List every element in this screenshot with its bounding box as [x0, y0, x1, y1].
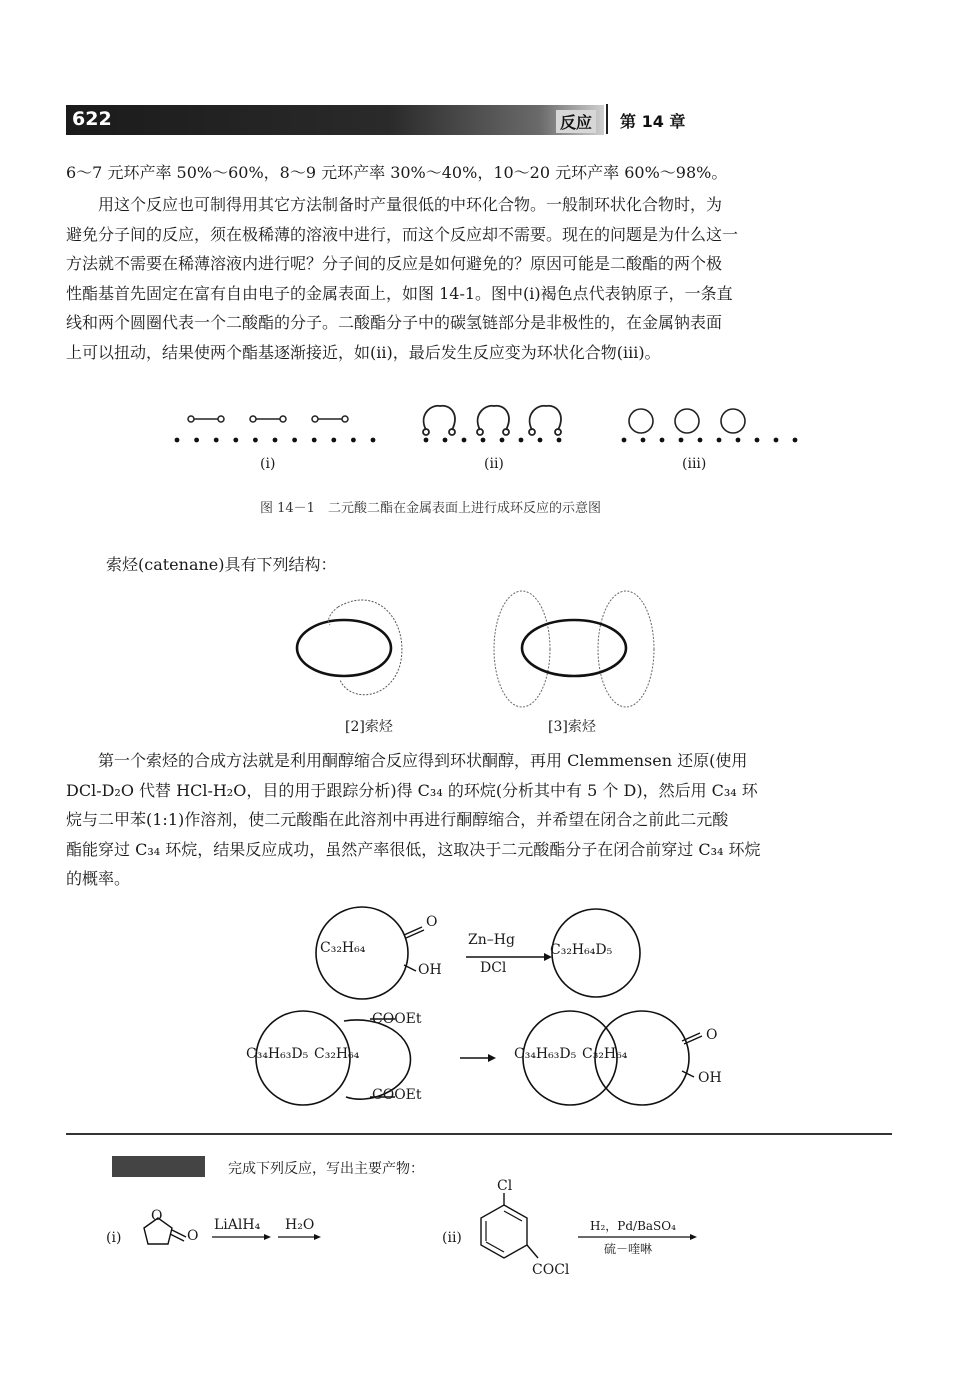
scheme2-ester-top: COOEt: [372, 1011, 422, 1027]
sodium-atom-dot: [292, 438, 297, 443]
sodium-atom-dot: [462, 438, 467, 443]
header-divider: [606, 104, 608, 134]
exercise-marker: [112, 1156, 205, 1177]
scheme1-reagent-bottom: DCl: [480, 960, 507, 976]
scheme1-ring-label: C₃₂H₆₄: [320, 940, 366, 956]
sodium-atom-dot: [793, 438, 798, 443]
sodium-atom-dot: [175, 438, 180, 443]
scheme2-o-label: O: [706, 1027, 718, 1043]
exercise-i-ring-oxygen: O: [151, 1208, 163, 1224]
catenane-2-label: [2]索烃: [345, 719, 393, 735]
catenane-3: [494, 591, 654, 707]
text-line: 避免分子间的反应，须在极稀薄的溶液中进行，而这个反应却不需要。现在的问题是为什么这一: [66, 224, 739, 244]
catenane-2: [297, 600, 402, 695]
exercise-i-label: (i): [106, 1230, 122, 1246]
sodium-atom-dot: [273, 438, 278, 443]
catenane-diagram: [280, 585, 700, 715]
sodium-atom-dot: [481, 438, 486, 443]
header-bar: [66, 105, 604, 135]
text-line: 方法就不需要在稀薄溶液内进行呢？分子间的反应是如何避免的？原因可能是二酸酯的两个极: [66, 254, 723, 273]
exercise-i-reagent-2: H₂O: [285, 1217, 315, 1233]
sodium-atom-dot: [641, 438, 646, 443]
sodium-atom-dot: [538, 438, 543, 443]
exercise-ii-acyl-chloride: COCl: [532, 1262, 570, 1278]
sodium-atom-dot: [233, 438, 238, 443]
text-line: 酯能穿过 C₃₄ 环烷，结果反应成功，虽然产率很低，这取决于二元酸酯分子在闭合前穿过 C₃₄ 环烷: [66, 839, 761, 859]
paragraph-explanation: [66, 190, 896, 367]
text-line: 烷与二甲苯(1:1)作溶剂，使二元酸酯在此溶剂中再进行酮醇缩合，并希望在闭合之前此二元酸: [66, 810, 729, 829]
sodium-atom-dot: [755, 438, 760, 443]
text-line: DCl-D₂O 代替 HCl-H₂O，目的用于跟踪分析)得 C₃₄ 的环烷(分析其中有 5 个 D)，然后用 C₃₄ 环: [66, 780, 758, 800]
figure-label-i: (i): [260, 456, 276, 472]
chapter-label: 第 14 章: [620, 112, 686, 131]
sodium-atom-dot: [371, 438, 376, 443]
scheme2-oh-label: OH: [698, 1070, 722, 1086]
scheme2-right-label-a: C₃₄H₆₃D₅: [514, 1046, 577, 1062]
sodium-atom-dot: [214, 438, 219, 443]
text-line: 的概率。: [66, 869, 131, 888]
panel-i-diester: [188, 416, 348, 422]
scheme2-ester-bottom: COOEt: [372, 1087, 422, 1103]
figure-label-ii: (ii): [484, 456, 504, 472]
sodium-atom-dot: [698, 438, 703, 443]
exercise-ii-reagent-bottom: 硫－喹啉: [604, 1242, 653, 1256]
sodium-atom-dot: [519, 438, 524, 443]
panel-iii-rings: [629, 409, 745, 433]
exercise-ii-chloro: Cl: [497, 1178, 513, 1194]
sodium-atom-dot: [660, 438, 665, 443]
scheme1-o-label: O: [426, 914, 438, 930]
catenane-3-label: [3]索烃: [548, 719, 596, 735]
sodium-atom-dot: [622, 438, 627, 443]
exercise-ii-label: (ii): [442, 1230, 462, 1246]
figure-caption: 图 14－1 二元酸二酯在金属表面上进行成环反应的示意图: [260, 501, 601, 516]
sodium-atom-dot: [443, 438, 448, 443]
scheme1-oh-label: OH: [418, 962, 442, 978]
paragraph-synthesis: [66, 746, 896, 894]
sodium-atom-dot: [500, 438, 505, 443]
sodium-atom-dot: [774, 438, 779, 443]
scheme2-right-label-b: C₃₂H₆₄: [582, 1046, 628, 1062]
sodium-atom-dot: [253, 438, 258, 443]
exercise-i-carbonyl-oxygen: O: [187, 1228, 199, 1244]
scheme2-left-label-b: C₃₂H₆₄: [314, 1046, 360, 1062]
sodium-atom-dot: [331, 438, 336, 443]
sodium-atom-dot: [312, 438, 317, 443]
text-line: 用这个反应也可制得用其它方法制备时产量很低的中环化合物。一般制环状化合物时，为: [98, 195, 723, 214]
sodium-atom-dot: [717, 438, 722, 443]
panel-ii-curled: [423, 406, 561, 435]
text-line: 第一个索烃的合成方法就是利用酮醇缩合反应得到环状酮醇，再用 Clemmensen 还原(使用: [98, 751, 748, 770]
chapter-title-tail: 反应: [556, 110, 596, 133]
sodium-atom-dot: [557, 438, 562, 443]
text-line: 上可以扭动，结果使两个酯基逐渐接近，如(ii)，最后发生反应变为环状化合物(iii)。: [66, 342, 661, 362]
scheme2-left-label-a: C₃₄H₆₃D₅: [246, 1046, 309, 1062]
text-line: 线和两个圆圈代表一个二酸酯的分子。二酸酯分子中的碳氢链部分是非极性的，在金属钠表面: [66, 313, 723, 332]
exercise-ii-reagent-top: H₂，Pd/BaSO₄: [590, 1219, 676, 1233]
sodium-atom-dot: [736, 438, 741, 443]
figure-label-iii: (iii): [682, 456, 707, 472]
section-divider: [66, 1133, 892, 1135]
sodium-atom-dot: [679, 438, 684, 443]
sodium-atom-dot: [351, 438, 356, 443]
scheme1-reagent-top: Zn–Hg: [468, 932, 515, 948]
catenane-intro: 索烃(catenane)具有下列结构：: [106, 555, 337, 574]
scheme1-product-label: C₃₂H₆₄D₅: [550, 942, 613, 958]
exercise-structures: [100, 1190, 760, 1285]
text-line: 性酯基首先固定在富有自由电子的金属表面上，如图 14-1。图中(i)褐色点代表钠原子，一条直: [66, 283, 733, 303]
paragraph-yields: 6～7 元环产率 50%～60%，8～9 元环产率 30%～40%，10～20 元环产率 60%～98%。: [66, 163, 728, 182]
sodium-atom-dot: [194, 438, 199, 443]
exercise-i-reagent-1: LiAlH₄: [214, 1217, 261, 1233]
exercise-instruction: 完成下列反应，写出主要产物：: [228, 1161, 424, 1177]
page-number: 622: [72, 108, 112, 130]
sodium-atom-dot: [424, 438, 429, 443]
